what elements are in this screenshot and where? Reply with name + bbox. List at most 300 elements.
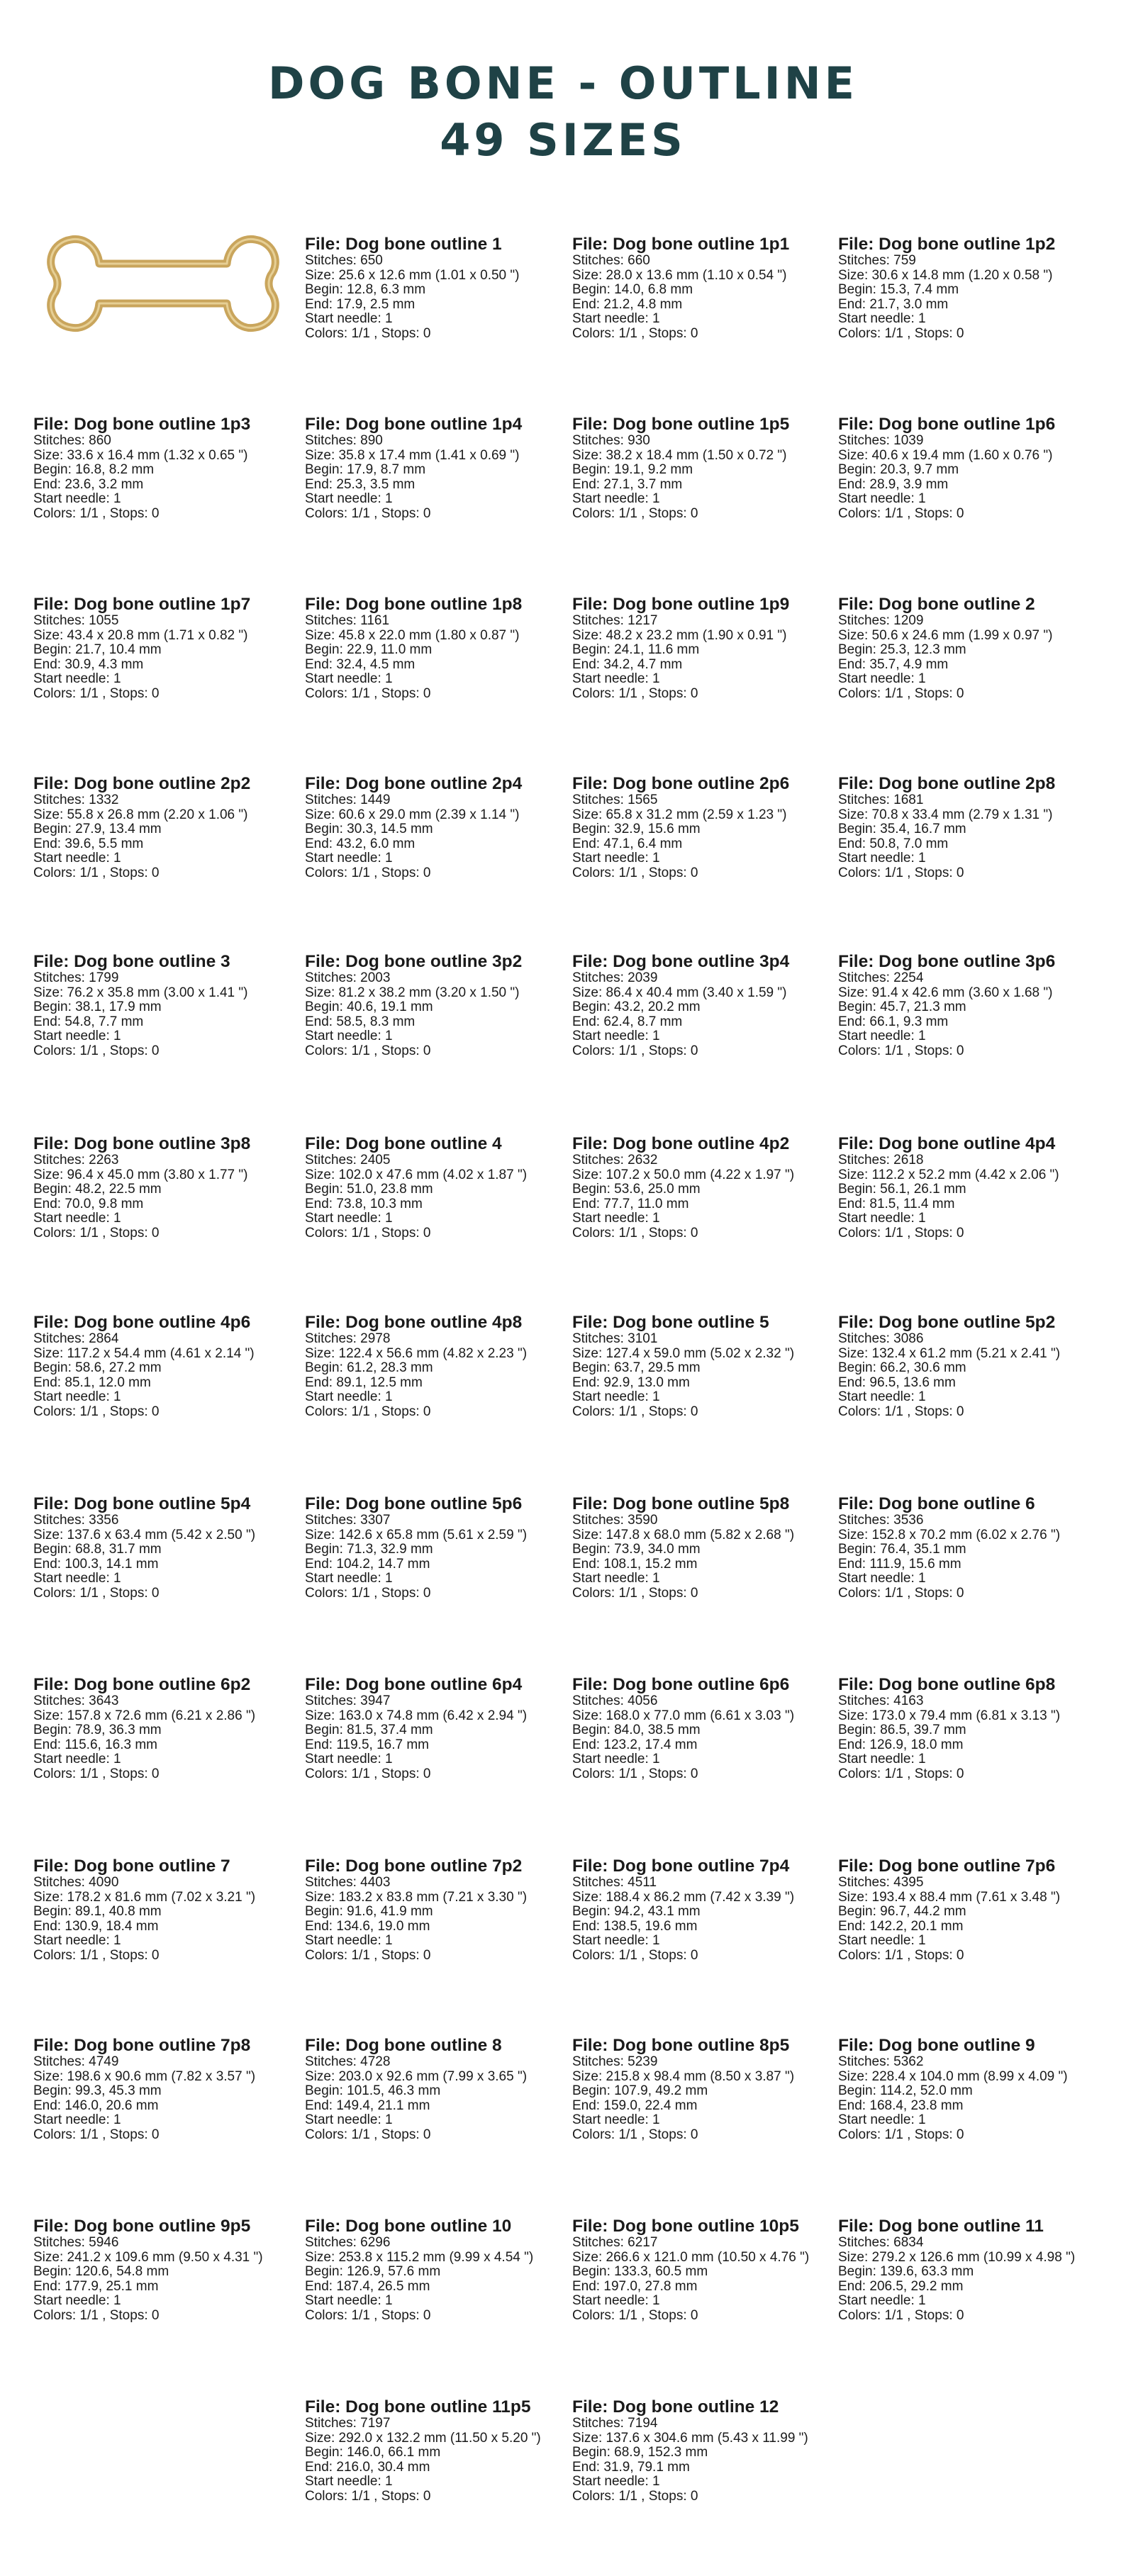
begin-line	[33, 822, 296, 837]
file-name	[305, 775, 567, 793]
file-info-card	[572, 2398, 835, 2504]
colors-line	[572, 1949, 835, 1964]
size-line	[305, 1891, 567, 1905]
end-label: End:	[305, 476, 337, 492]
size-value: 25.6 x 12.6 mm (1.01 x 0.50 ")	[338, 267, 520, 283]
begin-line	[305, 1723, 567, 1738]
stops-value: 0	[423, 1404, 431, 1419]
end-line	[838, 658, 1100, 673]
begin-value: 91.6, 41.9 mm	[347, 1904, 433, 1920]
colors-line	[838, 1586, 1100, 1601]
begin-value: 146.0, 66.1 mm	[347, 2445, 441, 2460]
stops-label: , Stops:	[369, 2127, 423, 2142]
stitches-label: Stitches:	[305, 2416, 361, 2431]
begin-value: 19.1, 9.2 mm	[614, 462, 693, 478]
start-needle-value: 1	[385, 2112, 393, 2128]
file-name	[838, 1857, 1100, 1876]
file-name	[572, 415, 835, 434]
file-label: File:	[305, 415, 346, 434]
file-label: File:	[33, 1134, 74, 1153]
stitches-label: Stitches:	[305, 2235, 361, 2250]
file-label: File:	[33, 1675, 74, 1694]
end-label: End:	[33, 1556, 65, 1572]
start-needle-label: Start needle:	[305, 1211, 386, 1226]
file-info-card	[33, 2217, 296, 2324]
end-value: 197.0, 27.8 mm	[603, 2278, 698, 2294]
file-name	[572, 2217, 835, 2236]
end-value: 111.9, 15.6 mm	[869, 1556, 961, 1572]
colors-line	[305, 327, 567, 342]
begin-label: Begin:	[305, 282, 347, 298]
stops-label: , Stops:	[903, 1766, 957, 1781]
colors-value: 1/1	[884, 1225, 903, 1241]
stops-label: , Stops:	[637, 1585, 691, 1601]
start-needle-value: 1	[652, 1389, 660, 1405]
begin-value: 35.4, 16.7 mm	[880, 822, 966, 837]
size-line	[838, 1528, 1100, 1543]
colors-label: Colors:	[305, 865, 352, 880]
file-label: File:	[838, 1313, 879, 1332]
stitches-label: Stitches:	[838, 1153, 894, 1167]
colors-value: 1/1	[351, 1585, 370, 1601]
start-needle-label: Start needle:	[838, 491, 919, 507]
size-value: 228.4 x 104.0 mm (8.99 x 4.09 ")	[871, 2068, 1068, 2084]
start-needle-value: 1	[385, 851, 393, 866]
size-label: Size:	[305, 2430, 339, 2446]
file-label: File:	[572, 1494, 613, 1513]
begin-value: 25.3, 12.3 mm	[880, 642, 966, 658]
stops-label: , Stops:	[369, 685, 423, 701]
start-needle-line	[305, 1934, 567, 1949]
title-line-2: 49 SIZES	[440, 114, 686, 166]
file-name-value: Dog bone outline 8p5	[613, 2036, 790, 2055]
begin-line	[305, 1182, 567, 1197]
stitches-value: 4403	[360, 1875, 391, 1890]
size-line	[572, 986, 835, 1001]
size-line	[305, 629, 567, 644]
end-label: End:	[838, 656, 870, 672]
dog-bone-outline-icon	[43, 220, 284, 347]
file-name-value: Dog bone outline 7p4	[613, 1857, 790, 1876]
stitches-value: 3307	[360, 1513, 391, 1528]
stitches-line	[305, 2417, 567, 2431]
start-needle-label: Start needle:	[305, 1752, 386, 1767]
stitches-line	[305, 1153, 567, 1168]
colors-value: 1/1	[618, 2488, 637, 2504]
file-info-card	[572, 1135, 835, 1241]
size-label: Size:	[572, 807, 606, 822]
end-label: End:	[305, 1556, 337, 1572]
colors-line	[305, 1044, 567, 1059]
stitches-value: 3643	[89, 1693, 119, 1708]
begin-value: 27.9, 13.4 mm	[75, 822, 162, 837]
file-name-value: Dog bone outline 2p2	[74, 774, 251, 793]
colors-label: Colors:	[305, 2127, 352, 2142]
stops-value: 0	[151, 505, 160, 521]
end-label: End:	[572, 1918, 604, 1934]
stops-label: , Stops:	[903, 1947, 957, 1963]
size-label: Size:	[838, 1167, 872, 1182]
begin-label: Begin:	[838, 1182, 881, 1197]
end-label: End:	[305, 1196, 337, 1211]
end-value: 85.1, 12.0 mm	[65, 1374, 151, 1390]
title-line-1: DOG BONE - OUTLINE	[268, 57, 858, 109]
end-line	[572, 1197, 835, 1212]
stops-value: 0	[690, 325, 698, 341]
colors-value: 1/1	[351, 1043, 370, 1058]
begin-line	[838, 1000, 1100, 1015]
end-value: 77.7, 11.0 mm	[603, 1196, 689, 1211]
size-value: 70.8 x 33.4 mm (2.79 x 1.31 ")	[871, 807, 1053, 822]
start-needle-label: Start needle:	[838, 671, 919, 687]
begin-label: Begin:	[838, 2083, 881, 2099]
end-value: 206.5, 29.2 mm	[869, 2278, 964, 2294]
stitches-value: 6296	[360, 2235, 391, 2250]
stops-label: , Stops:	[637, 2127, 691, 2142]
colors-label: Colors:	[305, 1766, 352, 1781]
end-label: End:	[838, 476, 870, 492]
stops-value: 0	[690, 685, 698, 701]
stitches-value: 3101	[628, 1331, 658, 1346]
size-value: 193.4 x 88.4 mm (7.61 x 3.48 ")	[871, 1889, 1061, 1905]
end-label: End:	[838, 1918, 870, 1934]
size-value: 102.0 x 47.6 mm (4.02 x 1.87 ")	[338, 1167, 528, 1182]
file-label: File:	[305, 1134, 346, 1153]
colors-line	[572, 2490, 835, 2504]
stitches-label: Stitches:	[572, 1693, 628, 1708]
begin-label: Begin:	[572, 822, 615, 837]
size-line	[838, 1347, 1100, 1362]
size-label: Size:	[305, 1167, 339, 1182]
colors-line	[838, 2309, 1100, 2324]
colors-line	[305, 1586, 567, 1601]
file-info-card	[838, 953, 1100, 1059]
end-value: 146.0, 20.6 mm	[65, 2098, 159, 2113]
size-label: Size:	[572, 627, 606, 643]
size-value: 188.4 x 86.2 mm (7.42 x 3.39 ")	[606, 1889, 795, 1905]
begin-line	[33, 1361, 296, 1376]
stitches-line	[572, 614, 835, 629]
file-name-value: Dog bone outline 1p5	[613, 415, 790, 434]
stops-label: , Stops:	[903, 685, 957, 701]
file-label: File:	[33, 1494, 74, 1513]
end-label: End:	[305, 1737, 337, 1752]
begin-label: Begin:	[572, 642, 615, 658]
stitches-line	[305, 1513, 567, 1528]
end-line	[572, 658, 835, 673]
stitches-line	[305, 1332, 567, 1347]
start-needle-value: 1	[918, 1211, 926, 1226]
begin-label: Begin:	[572, 282, 615, 298]
file-name	[572, 775, 835, 793]
file-name	[838, 1676, 1100, 1694]
size-value: 203.0 x 92.6 mm (7.99 x 3.65 ")	[338, 2068, 528, 2084]
file-info-card	[305, 1314, 567, 1420]
begin-label: Begin:	[838, 1723, 881, 1738]
begin-value: 21.7, 10.4 mm	[75, 642, 162, 658]
file-label: File:	[33, 2036, 74, 2055]
file-name	[838, 595, 1100, 614]
stitches-label: Stitches:	[572, 793, 628, 807]
colors-value: 1/1	[351, 2127, 370, 2142]
start-needle-line	[33, 1029, 296, 1044]
stitches-line	[572, 2236, 835, 2251]
colors-value: 1/1	[79, 505, 99, 521]
file-info-card	[305, 953, 567, 1059]
size-value: 137.6 x 304.6 mm (5.43 x 11.99 ")	[606, 2430, 808, 2446]
begin-value: 99.3, 45.3 mm	[75, 2083, 162, 2099]
colors-line	[33, 1767, 296, 1782]
stitches-label: Stitches:	[305, 970, 361, 985]
colors-value: 1/1	[884, 2307, 903, 2323]
start-needle-value: 1	[652, 671, 660, 687]
colors-line	[305, 1226, 567, 1241]
start-needle-line	[305, 851, 567, 866]
colors-line	[572, 1044, 835, 1059]
stops-label: , Stops:	[98, 1404, 152, 1419]
file-info-card	[305, 235, 567, 342]
start-needle-label: Start needle:	[305, 2112, 386, 2128]
file-label: File:	[305, 1494, 346, 1513]
stitches-label: Stitches:	[305, 1153, 361, 1167]
end-line	[33, 1197, 296, 1212]
colors-value: 1/1	[884, 1766, 903, 1781]
colors-value: 1/1	[79, 865, 99, 880]
start-needle-label: Start needle:	[572, 2293, 653, 2309]
file-label: File:	[838, 1134, 879, 1153]
colors-value: 1/1	[618, 505, 637, 521]
end-label: End:	[33, 476, 65, 492]
begin-value: 120.6, 54.8 mm	[75, 2264, 169, 2280]
end-label: End:	[305, 656, 337, 672]
stitches-value: 650	[360, 253, 383, 268]
colors-label: Colors:	[838, 1225, 885, 1241]
stitches-line	[572, 2417, 835, 2431]
begin-label: Begin:	[305, 822, 347, 837]
end-value: 28.9, 3.9 mm	[869, 476, 949, 492]
file-label: File:	[838, 1494, 879, 1513]
file-info-card	[33, 2037, 296, 2143]
stops-label: , Stops:	[369, 1947, 423, 1963]
begin-label: Begin:	[572, 999, 615, 1015]
end-line	[838, 1920, 1100, 1934]
stops-value: 0	[690, 2488, 698, 2504]
colors-label: Colors:	[838, 1404, 885, 1419]
end-line	[838, 1557, 1100, 1572]
stitches-label: Stitches:	[572, 2416, 628, 2431]
file-label: File:	[838, 235, 879, 254]
end-value: 73.8, 10.3 mm	[336, 1196, 423, 1211]
file-label: File:	[305, 1313, 346, 1332]
size-line	[305, 808, 567, 823]
size-line	[572, 808, 835, 823]
colors-value: 1/1	[884, 685, 903, 701]
colors-line	[305, 2490, 567, 2504]
size-line	[305, 2431, 567, 2446]
size-label: Size:	[838, 985, 872, 1000]
stops-label: , Stops:	[98, 1225, 152, 1241]
size-value: 279.2 x 126.6 mm (10.99 x 4.98 ")	[871, 2249, 1076, 2265]
begin-label: Begin:	[33, 1723, 76, 1738]
stitches-line	[838, 254, 1100, 269]
begin-value: 61.2, 28.3 mm	[347, 1360, 433, 1376]
colors-value: 1/1	[351, 685, 370, 701]
stitches-value: 1161	[360, 613, 390, 628]
begin-value: 101.5, 46.3 mm	[347, 2083, 441, 2099]
stitches-label: Stitches:	[838, 2235, 894, 2250]
colors-line	[838, 1767, 1100, 1782]
file-label: File:	[572, 774, 613, 793]
size-line	[305, 1709, 567, 1724]
colors-value: 1/1	[351, 325, 370, 341]
colors-value: 1/1	[618, 1947, 637, 1963]
end-line	[33, 837, 296, 852]
begin-label: Begin:	[838, 462, 881, 478]
end-label: End:	[305, 836, 337, 851]
begin-line	[572, 463, 835, 478]
stops-label: , Stops:	[369, 865, 423, 880]
stops-label: , Stops:	[903, 1043, 957, 1058]
file-name-value: Dog bone outline 5p4	[74, 1494, 251, 1513]
colors-line	[305, 507, 567, 522]
size-value: 241.2 x 109.6 mm (9.50 x 4.31 ")	[67, 2249, 263, 2265]
begin-label: Begin:	[305, 642, 347, 658]
stitches-label: Stitches:	[838, 433, 894, 448]
begin-line	[572, 1182, 835, 1197]
end-value: 66.1, 9.3 mm	[869, 1014, 949, 1029]
colors-label: Colors:	[838, 1585, 885, 1601]
size-value: 168.0 x 77.0 mm (6.61 x 3.03 ")	[606, 1708, 795, 1723]
colors-label: Colors:	[838, 2307, 885, 2323]
colors-value: 1/1	[79, 1404, 99, 1419]
start-needle-line	[572, 1211, 835, 1226]
stitches-line	[838, 1153, 1100, 1168]
file-info-card	[305, 595, 567, 702]
colors-value: 1/1	[884, 1043, 903, 1058]
file-label: File:	[838, 595, 879, 614]
colors-line	[305, 2128, 567, 2143]
file-name-value: Dog bone outline 3p2	[345, 952, 523, 971]
begin-label: Begin:	[305, 999, 347, 1015]
end-value: 138.5, 19.6 mm	[603, 1918, 698, 1934]
colors-label: Colors:	[572, 1043, 619, 1058]
stops-value: 0	[423, 1043, 431, 1058]
begin-line	[33, 463, 296, 478]
stitches-label: Stitches:	[33, 1153, 89, 1167]
stops-label: , Stops:	[369, 2488, 423, 2504]
colors-label: Colors:	[572, 1404, 619, 1419]
stitches-label: Stitches:	[572, 2235, 628, 2250]
size-line	[572, 2251, 835, 2266]
colors-value: 1/1	[884, 325, 903, 341]
file-label: File:	[305, 774, 346, 793]
end-line	[572, 1376, 835, 1391]
end-label: End:	[838, 2278, 870, 2294]
start-needle-line	[838, 2113, 1100, 2128]
size-value: 157.8 x 72.6 mm (6.21 x 2.86 ")	[67, 1708, 256, 1723]
stitches-label: Stitches:	[838, 1331, 894, 1346]
begin-label: Begin:	[838, 1360, 881, 1376]
colors-label: Colors:	[305, 1947, 352, 1963]
stops-value: 0	[956, 865, 964, 880]
start-needle-line	[838, 1572, 1100, 1586]
end-value: 58.5, 8.3 mm	[336, 1014, 416, 1029]
file-info-card	[838, 2217, 1100, 2324]
file-info-card	[33, 1676, 296, 1782]
start-needle-label: Start needle:	[572, 1752, 653, 1767]
start-needle-line	[838, 672, 1100, 687]
end-line	[305, 1376, 567, 1391]
size-value: 60.6 x 29.0 mm (2.39 x 1.14 ")	[338, 807, 520, 822]
stops-label: , Stops:	[98, 2127, 152, 2142]
file-name	[33, 953, 296, 971]
begin-value: 32.9, 15.6 mm	[614, 822, 701, 837]
size-line	[838, 449, 1100, 464]
colors-label: Colors:	[305, 2307, 352, 2323]
file-name-value: Dog bone outline 1p4	[345, 415, 523, 434]
end-value: 142.2, 20.1 mm	[869, 1918, 964, 1934]
colors-line	[572, 327, 835, 342]
size-line	[305, 1528, 567, 1543]
file-name-value: Dog bone outline 9p5	[74, 2217, 251, 2236]
stops-value: 0	[423, 1225, 431, 1241]
start-needle-value: 1	[652, 1211, 660, 1226]
stops-label: , Stops:	[98, 865, 152, 880]
stitches-value: 3590	[628, 1513, 658, 1528]
stitches-label: Stitches:	[305, 613, 361, 628]
stitches-line	[572, 434, 835, 449]
begin-value: 58.6, 27.2 mm	[75, 1360, 162, 1376]
begin-value: 51.0, 23.8 mm	[347, 1182, 433, 1197]
file-label: File:	[33, 1313, 74, 1332]
start-needle-label: Start needle:	[33, 671, 114, 687]
end-line	[572, 837, 835, 852]
stops-value: 0	[690, 1766, 698, 1781]
start-needle-line	[572, 672, 835, 687]
end-line	[572, 478, 835, 493]
start-needle-label: Start needle:	[305, 1389, 386, 1405]
end-label: End:	[305, 296, 337, 312]
start-needle-label: Start needle:	[572, 311, 653, 327]
end-value: 17.9, 2.5 mm	[336, 296, 416, 312]
file-name	[838, 953, 1100, 971]
file-name-value: Dog bone outline 2p6	[613, 774, 790, 793]
stops-value: 0	[151, 2127, 160, 2142]
begin-value: 71.3, 32.9 mm	[347, 1542, 433, 1557]
start-needle-value: 1	[918, 1933, 926, 1949]
size-value: 215.8 x 98.4 mm (8.50 x 3.87 ")	[606, 2068, 795, 2084]
file-label: File:	[572, 2217, 613, 2236]
start-needle-value: 1	[113, 2293, 121, 2309]
size-label: Size:	[305, 1708, 339, 1723]
begin-label: Begin:	[33, 822, 76, 837]
size-line	[838, 1168, 1100, 1183]
stitches-line	[572, 793, 835, 808]
start-needle-value: 1	[652, 1933, 660, 1949]
end-line	[33, 1920, 296, 1934]
colors-value: 1/1	[79, 2127, 99, 2142]
begin-value: 66.2, 30.6 mm	[880, 1360, 966, 1376]
file-name-value: Dog bone outline 11p5	[345, 2397, 531, 2417]
start-needle-line	[305, 2294, 567, 2309]
stitches-value: 2039	[628, 970, 658, 985]
stitches-value: 1565	[628, 793, 658, 807]
end-label: End:	[572, 2098, 604, 2113]
size-label: Size:	[838, 1889, 872, 1905]
file-info-card	[305, 2037, 567, 2143]
begin-value: 56.1, 26.1 mm	[880, 1182, 966, 1197]
file-info-card	[33, 775, 296, 881]
